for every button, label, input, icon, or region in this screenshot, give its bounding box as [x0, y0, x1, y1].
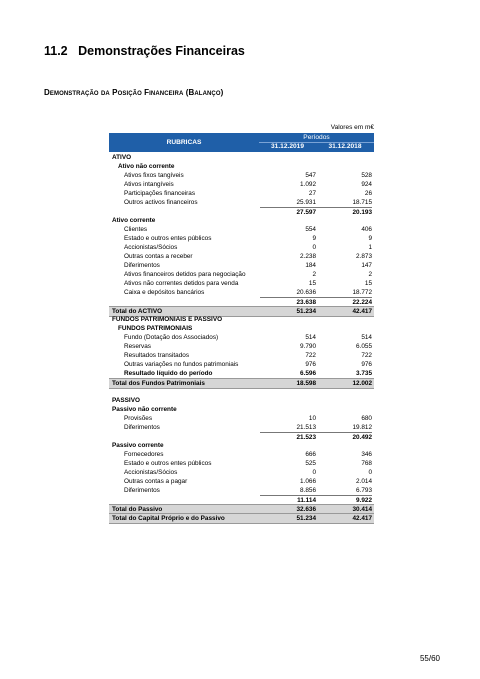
value-2018: 147	[361, 262, 372, 269]
table-row	[109, 432, 374, 441]
column-header-rubricas: RUBRICAS	[166, 139, 202, 146]
row-label: Total do ACTIVO	[112, 308, 163, 315]
value-2019: 32.636	[296, 506, 316, 513]
table-row	[109, 360, 374, 369]
value-2019: 2.238	[300, 253, 316, 260]
row-label: FUNDOS PATRIMONIAIS	[118, 325, 193, 332]
table-row	[109, 315, 374, 324]
row-label: Total dos Fundos Patrimoniais	[112, 380, 205, 387]
value-2019: 27.597	[260, 207, 316, 217]
statement-title: Demonstração da Posição Financeira (Balanço)	[44, 88, 224, 97]
row-label: Ativo corrente	[112, 217, 156, 224]
value-2019: 21.513	[296, 424, 316, 431]
row-label: Estado e outros entes públicos	[124, 460, 212, 467]
value-2019: 15	[308, 280, 316, 287]
row-label: Passivo corrente	[112, 442, 164, 449]
row-label: Ativo não corrente	[118, 163, 175, 170]
section-number: 11.2	[44, 44, 68, 58]
table-row	[109, 279, 374, 288]
table-row	[109, 171, 374, 180]
value-2019: 184	[305, 262, 316, 269]
value-2019: 976	[305, 361, 316, 368]
table-row	[109, 351, 374, 360]
table-row	[109, 198, 374, 207]
value-2018: 42.417	[352, 308, 372, 315]
value-2018: 20.193	[316, 207, 372, 217]
row-label: Total do Passivo	[112, 506, 163, 513]
value-2018: 18.715	[352, 199, 372, 206]
value-2019: 8.856	[300, 487, 316, 494]
row-label: Ativos intangíveis	[124, 181, 174, 188]
row-label: Resultados transitados	[124, 352, 190, 359]
value-2018: 19.812	[352, 424, 372, 431]
table-row	[109, 441, 374, 450]
value-2018: 2.014	[356, 478, 372, 485]
table-row	[109, 423, 374, 432]
value-2019: 9	[312, 235, 316, 242]
table-row	[109, 261, 374, 270]
value-2018: 528	[361, 172, 372, 179]
value-2019: 10	[308, 415, 316, 422]
table-row	[109, 180, 374, 189]
section-title: Demonstrações Financeiras	[78, 44, 245, 58]
row-label: Diferimentos	[124, 424, 160, 431]
value-2018: 2	[368, 271, 372, 278]
row-label: Provisões	[124, 415, 153, 422]
row-label: Outras contas a pagar	[124, 478, 188, 485]
table-row	[109, 270, 374, 279]
value-2019: 1.092	[300, 181, 316, 188]
column-header-periodos: Períodos	[303, 134, 330, 141]
value-2018: 30.414	[352, 506, 372, 513]
table-row	[109, 477, 374, 486]
column-header-2018: 31.12.2018	[328, 143, 362, 150]
table-row	[109, 342, 374, 351]
row-label: Caixa e depósitos bancários	[124, 289, 205, 296]
table-row	[109, 459, 374, 468]
table-row	[109, 189, 374, 198]
row-label: Ativos financeiros detidos para negociação	[124, 271, 246, 278]
value-2019: 2	[312, 271, 316, 278]
value-2018: 514	[361, 334, 372, 341]
row-label: Accionistas/Sócios	[124, 244, 178, 251]
value-2018: 722	[361, 352, 372, 359]
row-label: Outras variações no fundos patrimoniais	[124, 361, 239, 368]
value-2018: 18.772	[352, 289, 372, 296]
table-row	[109, 234, 374, 243]
value-2019: 18.598	[296, 380, 316, 387]
value-2018: 9	[368, 235, 372, 242]
row-label: Outros activos financeiros	[124, 199, 198, 206]
value-2019: 27	[308, 190, 316, 197]
row-label: Fornecedores	[124, 451, 164, 458]
value-2019: 554	[305, 226, 316, 233]
value-2018: 9.922	[316, 495, 372, 505]
value-2019: 666	[305, 451, 316, 458]
value-2019: 514	[305, 334, 316, 341]
value-2018: 22.224	[316, 297, 372, 307]
table-row	[109, 387, 374, 396]
row-label: Diferimentos	[124, 262, 160, 269]
value-2018: 6.055	[356, 343, 372, 350]
table-row	[109, 153, 374, 162]
table-row	[109, 405, 374, 414]
table-row	[109, 495, 374, 504]
value-2019: 547	[305, 172, 316, 179]
table-row	[109, 162, 374, 171]
table-row	[109, 252, 374, 261]
value-2019: 722	[305, 352, 316, 359]
value-2019: 6.596	[300, 370, 316, 377]
value-2018: 406	[361, 226, 372, 233]
table-row	[109, 225, 374, 234]
value-2018: 15	[364, 280, 372, 287]
row-label: Resultado líquido do período	[124, 370, 213, 377]
row-label: Ativos fixos tangíveis	[124, 172, 184, 179]
value-2019: 11.114	[260, 495, 316, 505]
value-2018: 42.417	[352, 515, 372, 522]
row-label: ATIVO	[112, 154, 132, 161]
value-2018: 924	[361, 181, 372, 188]
value-2018: 1	[368, 244, 372, 251]
row-label: Estado e outros entes públicos	[124, 235, 212, 242]
value-2018: 680	[361, 415, 372, 422]
value-2019: 9.790	[300, 343, 316, 350]
table-row	[109, 369, 374, 378]
value-2019: 21.523	[260, 432, 316, 442]
row-label: Diferimentos	[124, 487, 160, 494]
row-label: Total do Capital Próprio e do Passivo	[112, 515, 225, 522]
row-label: Reservas	[124, 343, 151, 350]
column-header-2019: 31.12.2019	[270, 143, 304, 150]
value-2018: 26	[364, 190, 372, 197]
row-label: FUNDOS PATRIMONIAIS E PASSIVO	[112, 316, 223, 323]
row-label: Fundo (Dotação dos Associados)	[124, 334, 219, 341]
value-2018: 346	[361, 451, 372, 458]
table-header	[109, 133, 374, 152]
table-row	[109, 333, 374, 342]
value-2018: 20.492	[316, 432, 372, 442]
value-2019: 23.638	[260, 297, 316, 307]
row-label: Clientes	[124, 226, 148, 233]
table-row	[109, 414, 374, 423]
value-2018: 976	[361, 361, 372, 368]
table-row	[109, 207, 374, 216]
row-label: Participações financeiras	[124, 190, 196, 197]
table-row	[109, 513, 374, 524]
value-2019: 0	[312, 244, 316, 251]
page-number: 55/60	[419, 654, 440, 663]
row-label: Ativos não correntes detidos para venda	[124, 280, 239, 287]
table-row	[109, 468, 374, 477]
units-note: Valores em m€	[330, 124, 374, 131]
row-label: Outras contas a receber	[124, 253, 193, 260]
row-label: Passivo não corrente	[112, 406, 177, 413]
row-label: PASSIVO	[112, 397, 140, 404]
section-heading	[44, 44, 245, 58]
value-2018: 768	[361, 460, 372, 467]
value-2019: 0	[312, 469, 316, 476]
table-row	[109, 486, 374, 495]
value-2018: 12.002	[352, 380, 372, 387]
table-row	[109, 216, 374, 225]
value-2019: 51.234	[296, 308, 316, 315]
row-label: Accionistas/Sócios	[124, 469, 178, 476]
value-2018: 2.873	[356, 253, 372, 260]
value-2019: 25.931	[296, 199, 316, 206]
value-2018: 3.735	[356, 370, 372, 377]
value-2018: 6.793	[356, 487, 372, 494]
table-row	[109, 288, 374, 297]
value-2018: 0	[368, 469, 372, 476]
value-2019: 20.636	[296, 289, 316, 296]
value-2019: 51.234	[296, 515, 316, 522]
value-2019: 525	[305, 460, 316, 467]
table-row	[109, 297, 374, 306]
table-row	[109, 324, 374, 333]
value-2019: 1.066	[300, 478, 316, 485]
table-row	[109, 243, 374, 252]
table-row	[109, 396, 374, 405]
table-row	[109, 450, 374, 459]
